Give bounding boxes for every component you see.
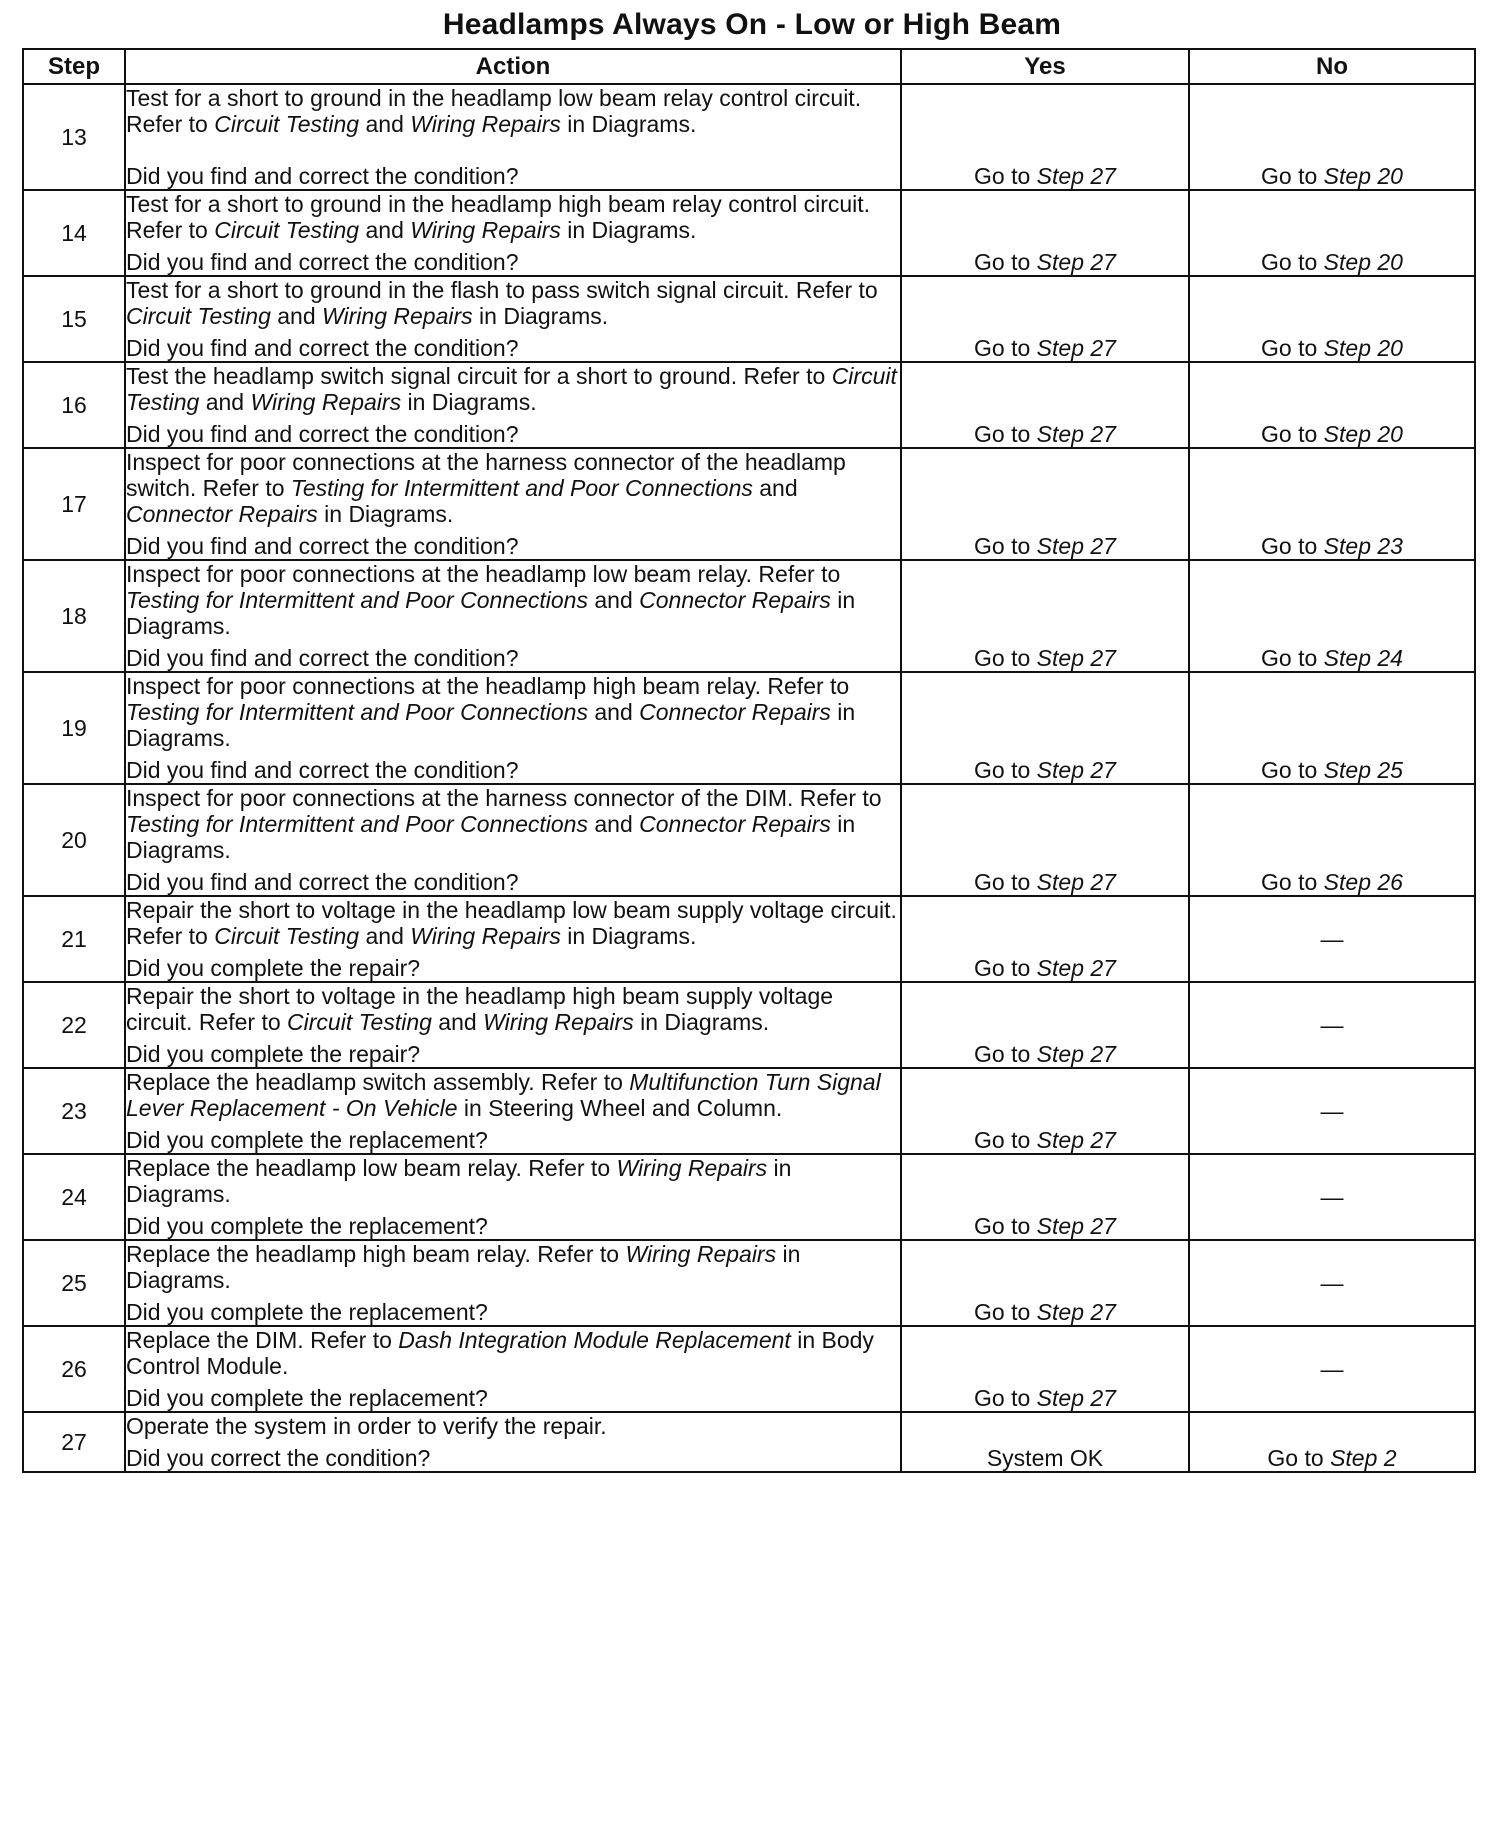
no-result xyxy=(1189,784,1475,896)
reference-text: Step 27 xyxy=(1036,533,1116,559)
table-row xyxy=(23,1412,1475,1472)
action-cell xyxy=(125,1326,901,1412)
text-run: Go to xyxy=(974,163,1037,189)
no-result xyxy=(1189,982,1475,1068)
text-run: in Diagrams. xyxy=(633,1009,770,1035)
reference-text: Wiring Repairs xyxy=(322,303,473,329)
action-cell xyxy=(125,1154,901,1240)
reference-text: Multifunction Turn Signal Lever Replacement - On Vehicle xyxy=(126,1069,881,1121)
text-run: — xyxy=(1320,1184,1344,1210)
action-cell xyxy=(125,1412,901,1472)
header-action: Action xyxy=(125,49,901,84)
no-result xyxy=(1189,448,1475,560)
yes-result xyxy=(901,672,1189,784)
action-question: Did you complete the replacement? xyxy=(126,1127,488,1153)
reference-text: Step 27 xyxy=(1036,163,1116,189)
text-run: Test the headlamp switch signal circuit for a short to ground. Refer to xyxy=(126,363,832,389)
text-run: System OK xyxy=(986,1445,1104,1471)
text-run: in Diagrams. xyxy=(317,501,454,527)
yes-result xyxy=(901,276,1189,362)
text-run: Go to xyxy=(974,249,1037,275)
step-number: 21 xyxy=(23,896,125,982)
no-result xyxy=(1189,362,1475,448)
yes-result xyxy=(901,1068,1189,1154)
text-run: — xyxy=(1320,1098,1344,1124)
table-row xyxy=(23,896,1475,982)
table-row xyxy=(23,362,1475,448)
no-result xyxy=(1189,1154,1475,1240)
yes-result xyxy=(901,896,1189,982)
text-run: Inspect for poor connections at the harness connector of the headlamp switch. Refer to xyxy=(126,449,846,501)
step-number: 18 xyxy=(23,560,125,672)
reference-text: Wiring Repairs xyxy=(410,217,561,243)
reference-text: Circuit Testing xyxy=(287,1009,432,1035)
action-question: Did you find and correct the condition? xyxy=(126,163,519,189)
table-row xyxy=(23,784,1475,896)
text-run: — xyxy=(1320,926,1344,952)
action-instruction xyxy=(126,673,900,751)
reference-text: Step 24 xyxy=(1323,645,1403,671)
action-cell xyxy=(125,1068,901,1154)
action-question: Did you complete the replacement? xyxy=(126,1213,488,1239)
action-cell xyxy=(125,1240,901,1326)
reference-text: Connector Repairs xyxy=(639,587,831,613)
action-instruction xyxy=(126,561,900,639)
table-row xyxy=(23,672,1475,784)
yes-result xyxy=(901,1154,1189,1240)
reference-text: Connector Repairs xyxy=(126,501,318,527)
reference-text: Step 27 xyxy=(1036,335,1116,361)
yes-result xyxy=(901,362,1189,448)
no-result xyxy=(1189,560,1475,672)
yes-result xyxy=(901,560,1189,672)
reference-text: Wiring Repairs xyxy=(625,1241,777,1267)
text-run: Go to xyxy=(1261,533,1324,559)
table-row xyxy=(23,982,1475,1068)
step-number: 14 xyxy=(23,190,125,276)
text-run: Go to xyxy=(974,1041,1037,1067)
yes-result xyxy=(901,1326,1189,1412)
reference-text: Step 27 xyxy=(1036,1385,1116,1411)
table-row xyxy=(23,560,1475,672)
action-instruction xyxy=(126,277,900,329)
step-number: 20 xyxy=(23,784,125,896)
text-run: — xyxy=(1320,1270,1344,1296)
action-cell xyxy=(125,448,901,560)
text-run: Replace the headlamp switch assembly. Refer to xyxy=(126,1069,630,1095)
reference-text: Step 27 xyxy=(1036,1041,1116,1067)
text-run: in Body Control Module. xyxy=(126,1327,874,1379)
step-number: 25 xyxy=(23,1240,125,1326)
text-run: and xyxy=(199,389,251,415)
text-run: Replace the headlamp high beam relay. Refer to xyxy=(126,1241,626,1267)
action-question: Did you find and correct the condition? xyxy=(126,757,519,783)
header-no: No xyxy=(1189,49,1475,84)
text-run: Go to xyxy=(1261,335,1324,361)
text-run: Go to xyxy=(1261,421,1324,447)
action-instruction xyxy=(126,897,900,949)
reference-text: Step 27 xyxy=(1036,421,1116,447)
text-run: in Diagrams. xyxy=(126,587,856,639)
text-run: Go to xyxy=(974,1213,1037,1239)
text-run: Go to xyxy=(974,533,1037,559)
no-result xyxy=(1189,84,1475,190)
yes-result xyxy=(901,982,1189,1068)
action-cell xyxy=(125,982,901,1068)
text-run: Replace the headlamp low beam relay. Refer to xyxy=(126,1155,617,1181)
reference-text: Step 26 xyxy=(1323,869,1403,895)
action-question: Did you complete the replacement? xyxy=(126,1385,488,1411)
reference-text: Circuit Testing xyxy=(214,111,360,137)
no-result xyxy=(1189,1326,1475,1412)
action-question: Did you complete the repair? xyxy=(126,1041,421,1067)
no-result xyxy=(1189,1068,1475,1154)
step-number: 24 xyxy=(23,1154,125,1240)
text-run: and xyxy=(359,923,411,949)
no-result xyxy=(1189,276,1475,362)
action-question: Did you find and correct the condition? xyxy=(126,645,519,671)
text-run: Go to xyxy=(974,955,1037,981)
action-question: Did you find and correct the condition? xyxy=(126,421,519,447)
reference-text: Circuit Testing xyxy=(126,303,271,329)
text-run: Go to xyxy=(1261,163,1324,189)
action-question: Did you correct the condition? xyxy=(126,1445,431,1471)
action-cell xyxy=(125,84,901,190)
text-run: and xyxy=(752,475,798,501)
text-run: Go to xyxy=(974,869,1037,895)
step-number: 26 xyxy=(23,1326,125,1412)
reference-text: Connector Repairs xyxy=(639,811,831,837)
reference-text: Wiring Repairs xyxy=(410,111,561,137)
reference-text: Connector Repairs xyxy=(639,699,831,725)
text-run: Test for a short to ground in the headlamp low beam relay control circuit. Refer to xyxy=(126,85,862,137)
text-run: Go to xyxy=(974,335,1037,361)
page-title: Headlamps Always On - Low or High Beam xyxy=(442,8,1062,41)
text-run: and xyxy=(587,811,640,837)
text-run: in Diagrams. xyxy=(560,111,697,137)
action-cell xyxy=(125,190,901,276)
action-instruction xyxy=(126,449,900,527)
reference-text: Step 27 xyxy=(1036,249,1116,275)
reference-text: Circuit Testing xyxy=(214,217,360,243)
reference-text: Step 23 xyxy=(1323,533,1403,559)
action-question: Did you complete the repair? xyxy=(126,955,421,981)
reference-text: Testing for Intermittent and Poor Connections xyxy=(126,811,588,837)
text-run: Go to xyxy=(974,421,1037,447)
text-run: Go to xyxy=(1267,1445,1331,1471)
text-run: Go to xyxy=(974,645,1037,671)
text-run: in Diagrams. xyxy=(560,923,697,949)
action-instruction xyxy=(126,363,900,415)
action-question: Did you complete the replacement? xyxy=(126,1299,488,1325)
action-cell xyxy=(125,672,901,784)
reference-text: Circuit Testing xyxy=(214,923,360,949)
text-run: Go to xyxy=(1261,757,1324,783)
reference-text: Wiring Repairs xyxy=(410,923,561,949)
text-run: Test for a short to ground in the headlamp high beam relay control circuit. Refer to xyxy=(126,191,871,243)
text-run: Inspect for poor connections at the headlamp high beam relay. Refer to xyxy=(126,673,850,699)
reference-text: Step 25 xyxy=(1323,757,1403,783)
action-question: Did you find and correct the condition? xyxy=(126,533,519,559)
action-cell xyxy=(125,896,901,982)
no-result xyxy=(1189,190,1475,276)
text-run: and xyxy=(359,111,411,137)
text-run: in Diagrams. xyxy=(560,217,697,243)
action-instruction xyxy=(126,85,900,137)
text-run: Go to xyxy=(974,1299,1037,1325)
step-number: 17 xyxy=(23,448,125,560)
action-instruction xyxy=(126,191,900,243)
text-run: and xyxy=(431,1009,484,1035)
text-run: Replace the DIM. Refer to xyxy=(126,1327,399,1353)
table-row xyxy=(23,190,1475,276)
text-run: Repair the short to voltage in the headlamp low beam supply voltage circuit. Refer to xyxy=(126,897,897,949)
text-run: Repair the short to voltage in the headlamp high beam supply voltage circuit. Refer to xyxy=(126,983,834,1035)
text-run: — xyxy=(1320,1012,1344,1038)
action-question: Did you find and correct the condition? xyxy=(126,335,519,361)
header-step: Step xyxy=(23,49,125,84)
no-result xyxy=(1189,1240,1475,1326)
table-row xyxy=(23,84,1475,190)
no-result xyxy=(1189,1412,1475,1472)
action-instruction xyxy=(126,1327,900,1379)
yes-result xyxy=(901,190,1189,276)
action-question: Did you find and correct the condition? xyxy=(126,249,519,275)
text-run: Test for a short to ground in the flash to pass switch signal circuit. Refer to xyxy=(126,277,878,303)
text-run: and xyxy=(359,217,411,243)
yes-result xyxy=(901,448,1189,560)
reference-text: Step 20 xyxy=(1323,421,1403,447)
action-instruction xyxy=(126,1155,900,1207)
no-result xyxy=(1189,896,1475,982)
step-number: 16 xyxy=(23,362,125,448)
reference-text: Step 27 xyxy=(1036,1127,1116,1153)
reference-text: Wiring Repairs xyxy=(616,1155,768,1181)
reference-text: Dash Integration Module Replacement xyxy=(398,1327,791,1353)
text-run: Go to xyxy=(974,1127,1037,1153)
text-run: Go to xyxy=(974,1385,1037,1411)
text-run: and xyxy=(587,587,640,613)
yes-result xyxy=(901,1412,1189,1472)
reference-text: Step 27 xyxy=(1036,869,1116,895)
action-instruction xyxy=(126,1241,900,1293)
step-number: 15 xyxy=(23,276,125,362)
action-question: Did you find and correct the condition? xyxy=(126,869,519,895)
text-run: and xyxy=(587,699,640,725)
table-row xyxy=(23,448,1475,560)
step-number: 23 xyxy=(23,1068,125,1154)
text-run: in Diagrams. xyxy=(401,389,537,415)
reference-text: Testing for Intermittent and Poor Connections xyxy=(290,475,753,501)
yes-result xyxy=(901,784,1189,896)
action-instruction xyxy=(126,785,900,863)
diagnostic-table xyxy=(22,48,1476,1473)
text-run: in Diagrams. xyxy=(126,1241,801,1293)
action-cell xyxy=(125,362,901,448)
reference-text: Step 2 xyxy=(1330,1445,1397,1471)
reference-text: Step 27 xyxy=(1036,645,1116,671)
yes-result xyxy=(901,1240,1189,1326)
text-run: Inspect for poor connections at the harness connector of the DIM. Refer to xyxy=(126,785,882,811)
reference-text: Step 27 xyxy=(1036,757,1116,783)
no-result xyxy=(1189,672,1475,784)
table-row xyxy=(23,1154,1475,1240)
reference-text: Step 27 xyxy=(1036,955,1116,981)
text-run: Go to xyxy=(974,757,1037,783)
text-run: and xyxy=(270,303,323,329)
table-row xyxy=(23,1068,1475,1154)
text-run: Go to xyxy=(1261,869,1324,895)
reference-text: Wiring Repairs xyxy=(250,389,402,415)
header-yes: Yes xyxy=(901,49,1189,84)
text-run: in Diagrams. xyxy=(126,811,856,863)
action-instruction xyxy=(126,983,900,1035)
step-number: 13 xyxy=(23,84,125,190)
text-run: — xyxy=(1320,1356,1344,1382)
table-row xyxy=(23,1326,1475,1412)
action-instruction xyxy=(126,1069,900,1121)
text-run: Go to xyxy=(1261,645,1324,671)
text-run: Operate the system in order to verify the repair. xyxy=(126,1413,607,1439)
action-cell xyxy=(125,560,901,672)
reference-text: Step 27 xyxy=(1036,1213,1116,1239)
step-number: 27 xyxy=(23,1412,125,1472)
text-run: in Diagrams. xyxy=(126,699,856,751)
reference-text: Step 20 xyxy=(1323,163,1403,189)
table-row xyxy=(23,1240,1475,1326)
yes-result xyxy=(901,84,1189,190)
reference-text: Testing for Intermittent and Poor Connections xyxy=(126,699,588,725)
action-cell xyxy=(125,276,901,362)
table-row xyxy=(23,276,1475,362)
text-run: Go to xyxy=(1261,249,1324,275)
reference-text: Wiring Repairs xyxy=(483,1009,634,1035)
reference-text: Step 20 xyxy=(1323,249,1403,275)
reference-text: Step 20 xyxy=(1323,335,1403,361)
text-run: in Diagrams. xyxy=(472,303,609,329)
text-run: Inspect for poor connections at the headlamp low beam relay. Refer to xyxy=(126,561,841,587)
reference-text: Circuit Testing xyxy=(126,363,897,415)
step-number: 19 xyxy=(23,672,125,784)
header-row xyxy=(23,49,1475,84)
action-cell xyxy=(125,784,901,896)
reference-text: Step 27 xyxy=(1036,1299,1116,1325)
text-run: in Steering Wheel and Column. xyxy=(457,1095,783,1121)
action-instruction xyxy=(126,1413,900,1439)
text-run: in Diagrams. xyxy=(126,1155,792,1207)
reference-text: Testing for Intermittent and Poor Connections xyxy=(126,587,588,613)
step-number: 22 xyxy=(23,982,125,1068)
table-body xyxy=(23,84,1475,1472)
